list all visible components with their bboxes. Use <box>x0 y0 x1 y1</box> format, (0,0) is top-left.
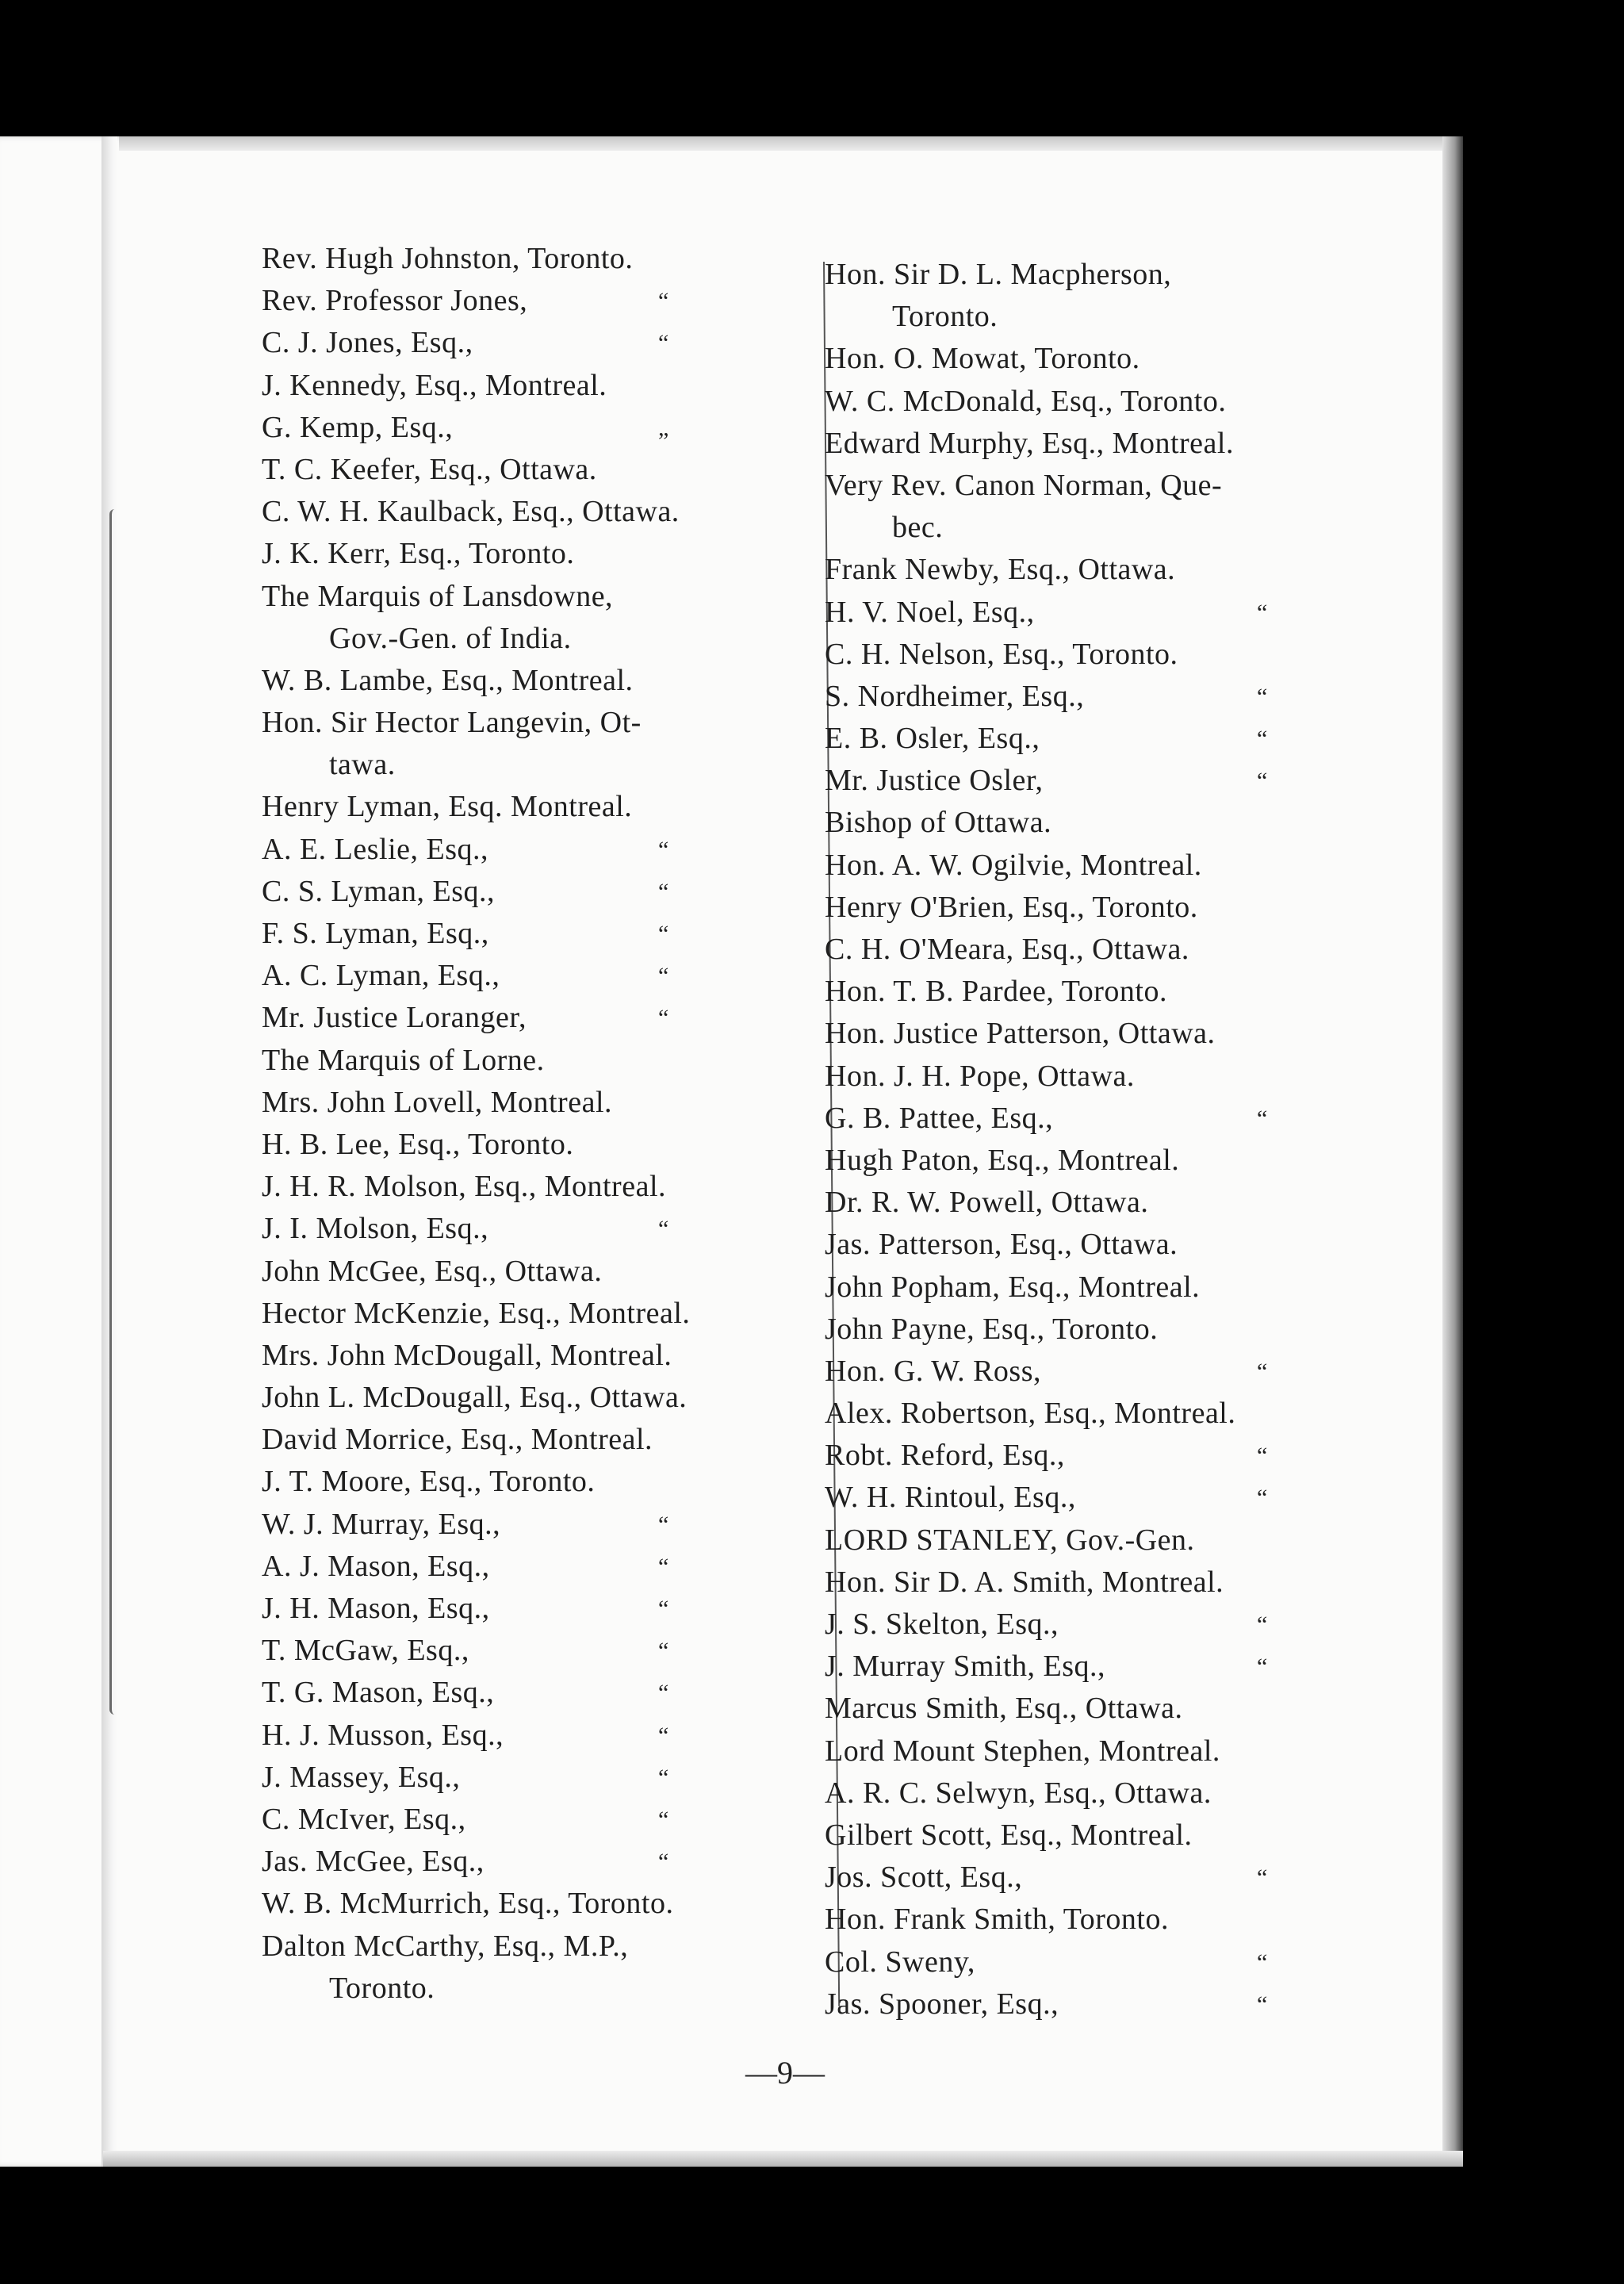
subscriber-name: A. R. C. Selwyn, Esq., Ottawa. <box>825 1776 1212 1810</box>
subscriber-name: J. S. Skelton, Esq., <box>825 1608 1059 1641</box>
subscriber-name: T. C. Keefer, Esq., Ottawa. <box>262 452 597 486</box>
subscriber-name: J. Kennedy, Esq., Montreal. <box>262 368 607 402</box>
subscriber-entry <box>262 576 817 618</box>
subscriber-entry <box>262 1757 817 1799</box>
subscriber-name: J. Murray Smith, Esq., <box>825 1650 1106 1684</box>
subscriber-entry <box>262 702 817 744</box>
ditto-mark: “ <box>658 921 669 947</box>
subscriber-entry <box>262 1293 817 1335</box>
ditto-mark: “ <box>658 1764 669 1791</box>
subscriber-name: tawa. <box>329 748 396 782</box>
ditto-mark: “ <box>658 1638 669 1665</box>
ditto-mark: “ <box>1257 1949 1268 1976</box>
subscriber-entry <box>262 1335 817 1377</box>
subscriber-name: W. B. McMurrich, Esq., Toronto. <box>262 1887 674 1921</box>
subscriber-entry <box>825 802 1396 844</box>
subscriber-entry <box>825 549 1396 591</box>
subscriber-name: G. B. Pattee, Esq., <box>825 1101 1054 1135</box>
subscriber-name: A. J. Mason, Esq., <box>262 1549 490 1583</box>
subscriber-name: Gov.-Gen. of India. <box>329 621 572 655</box>
subscriber-name: F. S. Lyman, Esq., <box>262 917 489 950</box>
subscriber-name: G. Kemp, Esq., <box>262 410 454 444</box>
subscriber-name: S. Nordheimer, Esq., <box>825 679 1085 713</box>
subscriber-entry <box>825 1772 1396 1815</box>
subscriber-entry <box>262 1672 817 1714</box>
subscriber-name: C. H. O'Meara, Esq., Ottawa. <box>825 933 1189 966</box>
subscriber-name: C. McIver, Esq., <box>262 1802 466 1836</box>
subscriber-name: Edward Murphy, Esq., Montreal. <box>825 426 1234 460</box>
subscriber-name: Hon. Justice Patterson, Ottawa. <box>825 1017 1216 1051</box>
subscriber-entry <box>825 1435 1396 1477</box>
subscriber-entry <box>825 887 1396 929</box>
subscriber-name: Mrs. John McDougall, Montreal. <box>262 1338 672 1372</box>
subscriber-entry <box>825 338 1396 380</box>
subscriber-name: Jos. Scott, Esq., <box>825 1861 1023 1895</box>
subscriber-name: Mrs. John Lovell, Montreal. <box>262 1085 613 1119</box>
subscriber-entry-continuation <box>262 618 817 660</box>
subscriber-name: Dr. R. W. Powell, Ottawa. <box>825 1186 1149 1220</box>
subscriber-entry <box>825 1477 1396 1519</box>
ditto-mark: “ <box>658 1596 669 1622</box>
subscriber-entry <box>825 1604 1396 1646</box>
subscriber-entry <box>262 1124 817 1166</box>
subscriber-entry-continuation <box>825 296 1396 338</box>
subscriber-entry <box>262 829 817 871</box>
page-right-edge <box>1442 136 1463 2167</box>
subscriber-name: Hector McKenzie, Esq., Montreal. <box>262 1296 691 1330</box>
ditto-mark: “ <box>1257 1105 1268 1132</box>
subscriber-entry <box>262 280 817 322</box>
subscriber-entry <box>825 718 1396 760</box>
subscriber-name: Hon. Sir Hector Langevin, Ot- <box>262 706 642 740</box>
subscriber-entry-continuation <box>262 744 817 786</box>
subscriber-entry <box>825 929 1396 971</box>
ditto-mark: “ <box>658 1511 669 1538</box>
subscriber-entry <box>262 407 817 449</box>
subscriber-name: Col. Sweny, <box>825 1945 975 1979</box>
subscriber-name: C. S. Lyman, Esq., <box>262 874 496 908</box>
subscriber-entry <box>262 913 817 955</box>
subscriber-name: Marcus Smith, Esq., Ottawa. <box>825 1692 1183 1726</box>
ditto-mark: “ <box>658 288 669 315</box>
subscriber-name: Bishop of Ottawa. <box>825 806 1052 840</box>
subscriber-entry <box>262 1588 817 1630</box>
subscriber-entry <box>825 1013 1396 1055</box>
ditto-mark: “ <box>1257 1991 1268 2018</box>
subscriber-name: Henry O'Brien, Esq., Toronto. <box>825 890 1198 924</box>
subscriber-entry <box>262 1377 817 1419</box>
subscriber-name: Hon. G. W. Ross, <box>825 1354 1041 1388</box>
subscriber-name: The Marquis of Lansdowne, <box>262 579 614 613</box>
subscriber-entry <box>825 1309 1396 1351</box>
subscriber-entry <box>262 1040 817 1082</box>
ditto-mark: „ <box>658 414 669 441</box>
subscriber-name: W. H. Rintoul, Esq., <box>825 1481 1076 1515</box>
subscriber-name: John McGee, Esq., Ottawa. <box>262 1254 603 1288</box>
subscriber-name: J. T. Moore, Esq., Toronto. <box>262 1465 596 1499</box>
subscriber-entry <box>825 1267 1396 1309</box>
subscriber-entry <box>825 1646 1396 1688</box>
subscriber-name: Jas. Spooner, Esq., <box>825 1987 1059 2021</box>
ditto-mark: “ <box>1257 1654 1268 1680</box>
subscriber-entry <box>262 1166 817 1208</box>
ditto-mark: “ <box>1257 683 1268 710</box>
subscriber-entry <box>262 1883 817 1925</box>
ditto-mark: “ <box>1257 1864 1268 1891</box>
subscriber-entry <box>262 1504 817 1546</box>
subscriber-name: Mr. Justice Loranger, <box>262 1001 527 1035</box>
ditto-mark: “ <box>1257 599 1268 626</box>
subscriber-entry <box>262 365 817 407</box>
subscriber-entry <box>262 322 817 364</box>
ditto-mark: “ <box>658 1849 669 1876</box>
subscriber-entry <box>262 955 817 997</box>
subscriber-entry-continuation <box>825 507 1396 549</box>
subscriber-entry <box>262 1841 817 1883</box>
subscriber-name: T. McGaw, Esq., <box>262 1634 469 1668</box>
subscriber-entry <box>262 1715 817 1757</box>
subscriber-entry <box>825 1941 1396 1983</box>
subscriber-name: J. I. Molson, Esq., <box>262 1212 489 1246</box>
subscriber-entry <box>262 871 817 913</box>
subscriber-name: C. W. H. Kaulback, Esq., Ottawa. <box>262 495 680 529</box>
subscriber-entry <box>825 1098 1396 1140</box>
subscriber-name: J. H. Mason, Esq., <box>262 1592 490 1625</box>
subscriber-name: Gilbert Scott, Esq., Montreal. <box>825 1818 1193 1852</box>
subscriber-name: Toronto. <box>329 1971 435 2005</box>
subscriber-name: Toronto. <box>892 300 998 334</box>
subscriber-name: Hon. Frank Smith, Toronto. <box>825 1903 1169 1937</box>
subscriber-entry <box>825 760 1396 802</box>
subscriber-list-right-column <box>825 254 1396 2025</box>
subscriber-name: Hon. Sir D. L. Macpherson, <box>825 258 1172 291</box>
ditto-mark: “ <box>658 330 669 357</box>
subscriber-entry <box>825 1224 1396 1266</box>
ditto-mark: “ <box>658 878 669 905</box>
subscriber-entry <box>825 634 1396 676</box>
subscriber-name: Rev. Hugh Johnston, Toronto. <box>262 242 634 275</box>
subscriber-entry <box>262 660 817 702</box>
subscriber-name: Mr. Justice Osler, <box>825 764 1044 798</box>
subscriber-entry <box>825 1182 1396 1224</box>
subscriber-entry <box>825 254 1396 296</box>
subscriber-entry <box>262 533 817 575</box>
subscriber-name: Robt. Reford, Esq., <box>825 1439 1065 1473</box>
subscriber-entry <box>825 1562 1396 1604</box>
subscriber-entry <box>262 786 817 828</box>
subscriber-name: Frank Newby, Esq., Ottawa. <box>825 553 1176 587</box>
subscriber-entry-continuation <box>262 1968 817 2010</box>
ditto-mark: “ <box>1257 1485 1268 1512</box>
subscriber-entry <box>825 1730 1396 1772</box>
subscriber-entry <box>262 1208 817 1250</box>
page-number: —9— <box>745 2055 825 2090</box>
subscriber-entry <box>825 1899 1396 1941</box>
subscriber-name: J. K. Kerr, Esq., Toronto. <box>262 537 575 571</box>
subscriber-entry <box>825 1519 1396 1562</box>
subscriber-entry <box>262 238 817 280</box>
subscriber-name: Rev. Professor Jones, <box>262 284 528 318</box>
subscriber-entry <box>825 1351 1396 1393</box>
subscriber-name: Hon. A. W. Ogilvie, Montreal. <box>825 848 1202 882</box>
ditto-mark: “ <box>658 1680 669 1707</box>
page-top-edge <box>119 136 1459 151</box>
ditto-mark: “ <box>658 963 669 990</box>
subscriber-name: Alex. Robertson, Esq., Montreal. <box>825 1397 1236 1431</box>
ditto-mark: “ <box>658 1806 669 1833</box>
subscriber-entry <box>825 845 1396 887</box>
subscriber-entry <box>825 465 1396 507</box>
subscriber-entry <box>825 423 1396 465</box>
subscriber-entry <box>262 997 817 1039</box>
subscriber-name: W. J. Murray, Esq., <box>262 1507 501 1541</box>
subscriber-name: Very Rev. Canon Norman, Que- <box>825 468 1223 502</box>
subscriber-entry <box>262 1251 817 1293</box>
subscriber-name: John Payne, Esq., Toronto. <box>825 1312 1159 1346</box>
subscriber-name: Hon. Sir D. A. Smith, Montreal. <box>825 1565 1224 1599</box>
ditto-mark: “ <box>1257 768 1268 795</box>
subscriber-entry <box>825 971 1396 1013</box>
subscriber-entry <box>825 1140 1396 1182</box>
binding-line <box>109 509 120 1715</box>
subscriber-entry <box>262 1546 817 1588</box>
subscriber-entry <box>825 381 1396 423</box>
subscriber-name: J. H. R. Molson, Esq., Montreal. <box>262 1170 666 1204</box>
subscriber-name: Hon. O. Mowat, Toronto. <box>825 342 1140 376</box>
subscriber-entry <box>262 1461 817 1503</box>
subscriber-name: Hugh Paton, Esq., Montreal. <box>825 1143 1180 1177</box>
ditto-mark: “ <box>658 1722 669 1749</box>
subscriber-entry <box>262 491 817 533</box>
subscriber-name: The Marquis of Lorne. <box>262 1043 545 1077</box>
subscriber-entry <box>825 1056 1396 1098</box>
subscriber-name: W. B. Lambe, Esq., Montreal. <box>262 663 634 697</box>
ditto-mark: “ <box>658 1005 669 1032</box>
subscriber-entry <box>825 1688 1396 1730</box>
subscriber-entry <box>262 1799 817 1841</box>
subscriber-name: E. B. Osler, Esq., <box>825 722 1040 756</box>
subscriber-name: W. C. McDonald, Esq., Toronto. <box>825 384 1227 418</box>
ditto-mark: “ <box>658 1216 669 1243</box>
subscriber-name: H. V. Noel, Esq., <box>825 595 1035 629</box>
subscriber-name: A. E. Leslie, Esq., <box>262 832 489 866</box>
subscriber-name: C. H. Nelson, Esq., Toronto. <box>825 637 1178 671</box>
ditto-mark: “ <box>658 1553 669 1580</box>
subscriber-name: C. J. Jones, Esq., <box>262 326 473 360</box>
subscriber-name: Hon. J. H. Pope, Ottawa. <box>825 1059 1135 1093</box>
subscriber-entry <box>262 1082 817 1124</box>
subscriber-entry <box>825 1983 1396 2025</box>
subscriber-entry <box>262 1926 817 1968</box>
subscriber-name: Dalton McCarthy, Esq., M.P., <box>262 1929 629 1963</box>
subscriber-entry <box>262 1630 817 1672</box>
subscriber-entry <box>825 1857 1396 1899</box>
ditto-mark: “ <box>1257 1611 1268 1638</box>
subscriber-name: J. Massey, Esq., <box>262 1760 461 1794</box>
subscriber-name: Henry Lyman, Esq. Montreal. <box>262 790 633 824</box>
subscriber-name: David Morrice, Esq., Montreal. <box>262 1423 653 1457</box>
subscriber-name: Hon. T. B. Pardee, Toronto. <box>825 975 1167 1009</box>
ditto-mark: “ <box>1257 726 1268 753</box>
subscriber-name: Lord Mount Stephen, Montreal. <box>825 1734 1220 1768</box>
subscriber-entry <box>825 1393 1396 1435</box>
subscriber-name: John L. McDougall, Esq., Ottawa. <box>262 1381 688 1415</box>
subscriber-name: John Popham, Esq., Montreal. <box>825 1270 1201 1304</box>
ditto-mark: “ <box>1257 1443 1268 1470</box>
subscriber-name: H. J. Musson, Esq., <box>262 1718 504 1752</box>
subscriber-entry <box>825 676 1396 718</box>
subscriber-entry <box>825 592 1396 634</box>
subscriber-entry <box>825 1815 1396 1857</box>
ditto-mark: “ <box>658 836 669 863</box>
ditto-mark: “ <box>1257 1358 1268 1385</box>
subscriber-name: T. G. Mason, Esq., <box>262 1676 495 1710</box>
subscriber-entry <box>262 449 817 491</box>
subscriber-name: bec. <box>892 511 944 545</box>
subscriber-list-left-column <box>262 238 817 2010</box>
subscriber-name: A. C. Lyman, Esq., <box>262 959 500 993</box>
subscriber-entry <box>262 1419 817 1461</box>
subscriber-name: LORD STANLEY, Gov.-Gen. <box>825 1523 1195 1557</box>
subscriber-name: Jas. Patterson, Esq., Ottawa. <box>825 1228 1178 1262</box>
page-bottom-edge <box>103 2151 1463 2167</box>
subscriber-name: H. B. Lee, Esq., Toronto. <box>262 1127 574 1161</box>
subscriber-name: Jas. McGee, Esq., <box>262 1845 485 1879</box>
